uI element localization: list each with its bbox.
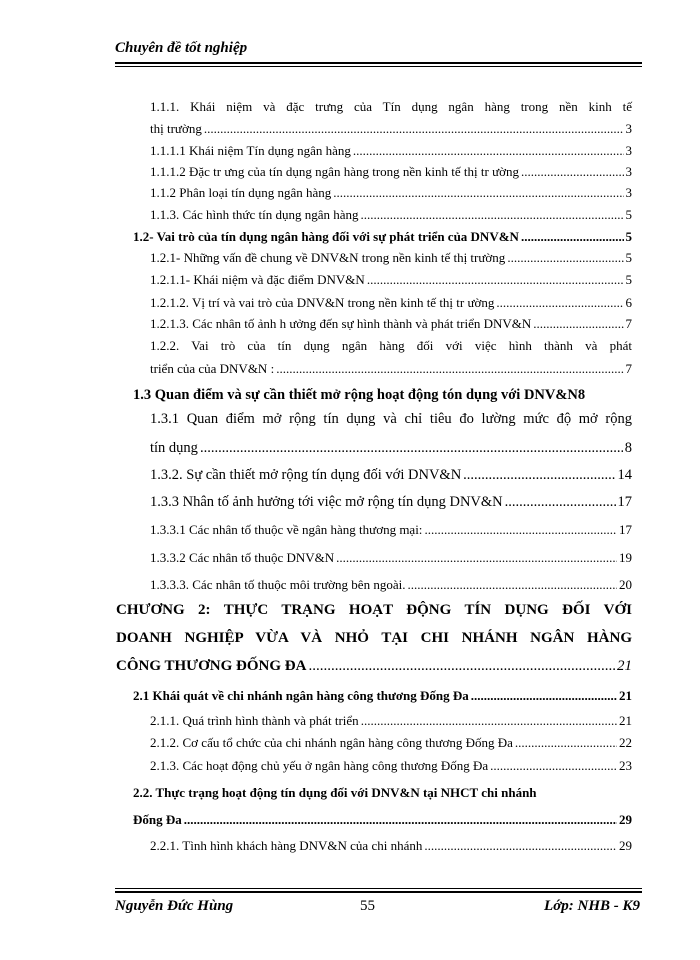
toc-entry-1-3-2: 1.3.2. Sự cần thiết mở rộng tín dụng đối với DNV&N ..... 14 bbox=[150, 467, 632, 484]
toc-entry-2-1-1: 2.1.1. Quá trình hình thành và phát triển ..... 21 bbox=[150, 713, 632, 729]
toc-chapter-2-line3: CÔNG THƯƠNG ĐỐNG ĐA ..... 21 bbox=[116, 658, 632, 675]
toc-entry-1-3-1-cont: tín dụng ..... 8 bbox=[150, 440, 632, 457]
header-rule-thin bbox=[115, 66, 642, 67]
toc-entry-1-2-1: 1.2.1- Những vấn đề chung về DNV&N trong nền kinh tế thị trường ..... 5 bbox=[150, 250, 632, 266]
toc-entry-1-2-1-2: 1.2.1.2. Vị trí và vai trò của DNV&N trong nền kinh tế thị tr ường ..... 6 bbox=[150, 295, 632, 311]
toc-entry-1-2-2: 1.2.2. Vai trò của tín dụng ngân hàng đối với việc hình thành và phát bbox=[150, 338, 632, 353]
toc-entry-1-1-2: 1.1.2 Phân loại tín dụng ngân hàng ..... 3 bbox=[150, 185, 632, 201]
toc-chapter-2-line1: CHƯƠNG 2: THỰC TRẠNG HOẠT ĐỘNG TÍN DỤNG ĐỐI VỚI bbox=[116, 602, 632, 618]
toc-entry-1-3-3-3: 1.3.3.3. Các nhân tố thuộc môi trường bên ngoài. ..... 20 bbox=[150, 577, 632, 593]
toc-entry-2-1-2: 2.1.2. Cơ cấu tổ chức của chi nhánh ngân hàng công thương Đống Đa ..... 22 bbox=[150, 735, 632, 751]
toc-entry-1-1-1-1: 1.1.1.1 Khái niệm Tín dụng ngân hàng ..... 3 bbox=[150, 143, 632, 159]
toc-entry-1-2-2-cont: triển của của DNV&N : ..... 7 bbox=[150, 361, 632, 377]
toc-entry-1-1-3: 1.1.3. Các hình thức tín dụng ngân hàng ..... 5 bbox=[150, 207, 632, 223]
toc-entry-1-2-1-3: 1.2.1.3. Các nhân tố ảnh h ưởng đến sự hình thành và phát triển DNV&N ..... 7 bbox=[150, 316, 632, 332]
toc-entry-2-2: 2.2. Thực trạng hoạt động tín dụng đối với DNV&N tại NHCT chi nhánh bbox=[133, 785, 537, 800]
footer-rule bbox=[115, 891, 642, 893]
page-number: 55 bbox=[360, 898, 375, 914]
toc-entry-1-3-3-1: 1.3.3.1 Các nhân tố thuộc về ngân hàng thương mại: ..... 17 bbox=[150, 522, 632, 538]
header-rule bbox=[115, 62, 642, 64]
footer-rule-thin bbox=[115, 888, 642, 889]
toc-entry-1-1-1-2: 1.1.1.2 Đặc tr ưng của tín dụng ngân hàng trong nền kinh tế thị tr ường ..... 3 bbox=[150, 164, 632, 180]
toc-chapter-2-line2: DOANH NGHIỆP VỪA VÀ NHỎ TẠI CHI NHÁNH NGÂN HÀNG bbox=[116, 630, 632, 646]
toc-entry-1-2-1-1: 1.2.1.1- Khái niệm và đặc điểm DNV&N ..... 5 bbox=[150, 272, 632, 288]
toc-entry-2-1: 2.1 Khái quát về chi nhánh ngân hàng công thương Đống Đa ..... 21 bbox=[133, 688, 632, 704]
toc-entry-2-2-1: 2.2.1. Tình hình khách hàng DNV&N của chi nhánh ..... 29 bbox=[150, 838, 632, 854]
toc-entry-1-3-3: 1.3.3 Nhân tố ảnh hưởng tới việc mở rộng tín dụng DNV&N ..... 17 bbox=[150, 494, 632, 511]
toc-entry-1-3: 1.3 Quan điểm và sự cần thiết mở rộng hoạt động tón dụng với DNV&N8 bbox=[133, 387, 586, 403]
toc-entry-2-1-3: 2.1.3. Các hoạt động chủ yếu ở ngân hàng công thương Đống Đa ..... 23 bbox=[150, 758, 632, 774]
toc-entry-1-1-1-cont: thị trường ..... 3 bbox=[150, 121, 632, 137]
header-title: Chuyên đề tốt nghiệp bbox=[115, 40, 248, 56]
toc-entry-2-2-cont: Đống Đa ..... 29 bbox=[133, 812, 632, 828]
toc-entry-1-3-3-2: 1.3.3.2 Các nhân tố thuộc DNV&N ..... 19 bbox=[150, 550, 632, 566]
footer-author: Nguyễn Đức Hùng bbox=[115, 898, 234, 914]
footer-class: Lớp: NHB - K9 bbox=[544, 898, 640, 914]
toc-entry-1-3-1: 1.3.1 Quan điểm mở rộng tín dụng và chỉ tiêu đo lường mức độ mở rộng bbox=[150, 411, 632, 427]
toc-entry-1-1-1: 1.1.1. Khái niệm và đặc trưng của Tín dụng ngân hàng trong nền kinh tế bbox=[150, 99, 632, 114]
toc-entry-1-2: 1.2- Vai trò của tín dụng ngân hàng đối với sự phát triển của DNV&N ..... 5 bbox=[133, 229, 632, 245]
